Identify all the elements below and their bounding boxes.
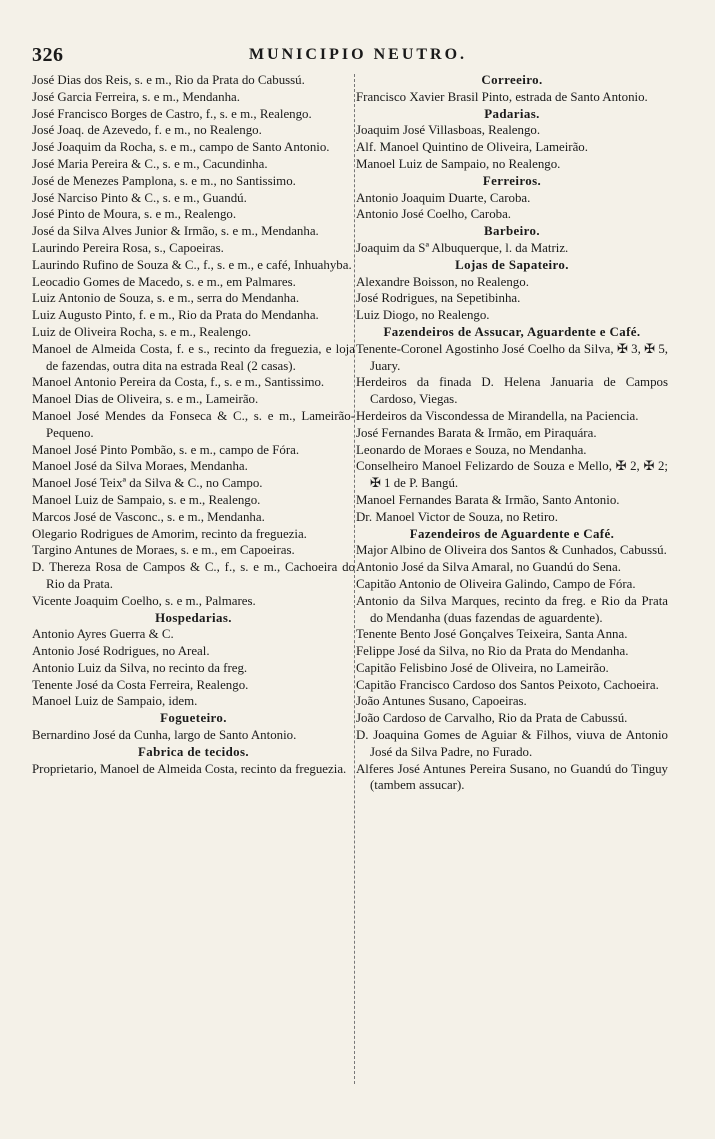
directory-entry: Capitão Felisbino José de Oliveira, no Lameirão. [356, 660, 609, 675]
directory-entry: Tenente Bento José Gonçalves Teixeira, Santa Anna. [356, 627, 628, 642]
running-title: MUNICIPIO NEUTRO. [248, 46, 468, 63]
directory-entry: Antonio Ayres Guerra & C. [32, 627, 174, 642]
directory-entry: D. Thereza Rosa de Campos & C., f., s. e m., Cachoeira do Rio da Prata. [32, 560, 355, 591]
directory-entry: Manoel Antonio Pereira da Costa, f., s. e m., Santissimo. [32, 375, 325, 390]
directory-entry: Luiz Antonio de Souza, s. e m., serra do Mendanha. [32, 291, 300, 306]
entry-list [356, 542, 668, 794]
directory-entry: José Narciso Pinto & C., s. e m., Guandú. [32, 190, 247, 205]
directory-entry: Bernardino José da Cunha, largo de Santo Antonio. [32, 728, 297, 743]
right-column [356, 72, 668, 794]
section-heading-correeiro: Correeiro. [481, 73, 543, 87]
section-heading-aguardente: Fazendeiros de Aguardente e Café. [409, 526, 615, 541]
directory-entry: Francisco Xavier Brasil Pinto, estrada de Santo Antonio. [356, 89, 648, 104]
directory-entry: Conselheiro Manoel Felizardo de Souza e Mello, ✠ 2, ✠ 2; ✠ 1 de P. Bangú. [356, 459, 668, 491]
directory-entry: José da Silva Alves Junior & Irmão, s. e m., Mendanha. [32, 224, 319, 239]
directory-entry: José Pinto de Moura, s. e m., Realengo. [32, 207, 237, 222]
entry-list [32, 727, 355, 744]
directory-entry: Tenente-Coronel Agostinho José Coelho da Silva, ✠ 3, ✠ 5, Juary. [356, 341, 668, 373]
directory-entry: João Antunes Susano, Capoeiras. [356, 694, 527, 709]
directory-entry: Laurindo Pereira Rosa, s., Capoeiras. [32, 240, 224, 255]
directory-entry: Olegario Rodrigues de Amorim, recinto da freguezia. [32, 526, 307, 541]
directory-entry: Alexandre Boisson, no Realengo. [356, 274, 529, 289]
directory-entry: José Joaquim da Rocha, s. e m., campo de Santo Antonio. [32, 140, 330, 155]
directory-entry: José Maria Pereira & C., s. e m., Cacundinha. [32, 156, 268, 171]
section-heading-fogueteiro: Fogueteiro. [160, 711, 227, 726]
directory-entry: Manoel Dias de Oliveira, s. e m., Lameirão. [32, 392, 259, 407]
entry-list [356, 274, 668, 324]
directory-entry: Manoel Luiz de Sampaio, s. e m., Realengo. [32, 492, 261, 507]
directory-entry: Manoel José Mendes da Fonseca & C., s. e m., Lameirão-Pequeno. [32, 408, 355, 440]
directory-entry: Marcos José de Vasconc., s. e m., Mendanha. [32, 509, 265, 524]
directory-entry: José Francisco Borges de Castro, f., s. e m., Realengo. [32, 106, 312, 121]
directory-entry: Joaquim José Villasboas, Realengo. [356, 123, 541, 138]
directory-entry: Herdeiros da Viscondessa de Mirandella, na Paciencia. [356, 408, 639, 423]
directory-entry: Antonio Joaquim Duarte, Caroba. [356, 190, 531, 205]
directory-entry: Alf. Manoel Quintino de Oliveira, Lameirão. [356, 140, 588, 155]
directory-entry: Proprietario, Manoel de Almeida Costa, recinto da freguezia. [32, 761, 347, 776]
directory-entry: José Dias dos Reis, s. e m., Rio da Prata do Cabussú. [32, 73, 305, 87]
directory-entry: José de Menezes Pamplona, s. e m., no Santissimo. [32, 173, 296, 188]
section-heading-hospedarias: Hospedarias. [155, 610, 232, 625]
directory-entry: Leonardo de Moraes e Souza, no Mendanha. [356, 442, 587, 457]
directory-entry: Antonio José Rodrigues, no Areal. [32, 644, 210, 659]
directory-entry: Targino Antunes de Moraes, s. e m., em Capoeiras. [32, 543, 295, 558]
entry-list [356, 240, 668, 257]
page-header [22, 44, 694, 68]
directory-entry: Tenente José da Costa Ferreira, Realengo. [32, 677, 249, 692]
directory-entry: Manoel José Teixª da Silva & C., no Campo. [32, 476, 263, 491]
directory-entry: Antonio Luiz da Silva, no recinto da freg. [32, 660, 248, 675]
left-column [32, 72, 355, 777]
directory-entry: João Cardoso de Carvalho, Rio da Prata de Cabussú. [356, 711, 628, 726]
directory-entry: Antonio da Silva Marques, recinto da freg. e Rio da Prata do Mendanha (duas fazendas de aguardente). [356, 593, 668, 625]
entry-list [356, 341, 668, 526]
entry-list [356, 122, 668, 172]
entry-list [32, 761, 355, 778]
directory-entry: Laurindo Rufino de Souza & C., f., s. e m., e café, Inhuahyba. [32, 257, 352, 272]
directory-entry: Major Albino de Oliveira dos Santos & Cunhados, Cabussú. [356, 543, 667, 558]
directory-entry: Manoel Fernandes Barata & Irmão, Santo Antonio. [356, 492, 620, 507]
directory-entry: Luiz Augusto Pinto, f. e m., Rio da Prata do Mendanha. [32, 308, 319, 323]
directory-entry: José Rodrigues, na Sepetibinha. [356, 291, 521, 306]
entry-list [32, 626, 355, 710]
directory-entry: Leocadio Gomes de Macedo, s. e m., em Palmares. [32, 274, 296, 289]
directory-entry: Herdeiros da finada D. Helena Januaria de Campos Cardoso, Viegas. [356, 375, 668, 407]
directory-entry: Manoel Luiz de Sampaio, idem. [32, 694, 198, 709]
page-number: 326 [32, 44, 64, 66]
directory-entry: Manoel José Pinto Pombão, s. e m., campo de Fóra. [32, 442, 300, 457]
directory-entry: Luiz de Oliveira Rocha, s. e m., Realengo. [32, 324, 252, 339]
directory-entry: Dr. Manoel Victor de Souza, no Retiro. [356, 509, 558, 524]
directory-entry: Capitão Francisco Cardoso dos Santos Peixoto, Cachoeira. [356, 677, 659, 692]
entry-list [356, 89, 668, 106]
directory-entry: Manoel de Almeida Costa, f. e s., recinto da freguezia, e loja de fazendas, outra dita na estrada Real (2 casas). [32, 341, 355, 373]
directory-entry: Felippe José da Silva, no Rio da Prata do Mendanha. [356, 644, 629, 659]
section-heading-fabrica: Fabrica de tecidos. [137, 744, 250, 759]
section-heading-barbeiro: Barbeiro. [484, 224, 540, 239]
directory-entry: Vicente Joaquim Coelho, s. e m., Palmares. [32, 593, 256, 608]
directory-entry: Antonio José da Silva Amaral, no Guandú do Sena. [356, 560, 621, 575]
directory-entry: Luiz Diogo, no Realengo. [356, 308, 490, 323]
section-heading-padarias: Padarias. [484, 106, 540, 121]
section-heading-assucar: Fazendeiros de Assucar, Aguardente e Café. [383, 324, 641, 339]
section-heading-sapateiro: Lojas de Sapateiro. [455, 257, 569, 272]
entry-list [356, 190, 668, 224]
directory-entry: José Fernandes Barata & Irmão, em Piraquára. [356, 425, 597, 440]
directory-entry: Manoel José da Silva Moraes, Mendanha. [32, 459, 248, 474]
directory-entry: José Joaq. de Azevedo, f. e m., no Realengo. [32, 123, 262, 138]
directory-entry: D. Joaquina Gomes de Aguiar & Filhos, viuva de Antonio José da Silva Padre, no Furado. [356, 728, 668, 759]
entry-list [32, 72, 355, 610]
directory-entry: José Garcia Ferreira, s. e m., Mendanha. [32, 89, 240, 104]
directory-entry: Alferes José Antunes Pereira Susano, no Guandú do Tinguy (tambem assucar). [356, 761, 668, 793]
section-heading-ferreiros: Ferreiros. [482, 173, 542, 188]
directory-entry: Antonio José Coelho, Caroba. [356, 207, 512, 222]
directory-entry: Capitão Antonio de Oliveira Galindo, Campo de Fóra. [356, 576, 636, 591]
directory-entry: Manoel Luiz de Sampaio, no Realengo. [356, 156, 561, 171]
directory-entry: Joaquim da Sª Albuquerque, l. da Matriz. [356, 240, 569, 255]
